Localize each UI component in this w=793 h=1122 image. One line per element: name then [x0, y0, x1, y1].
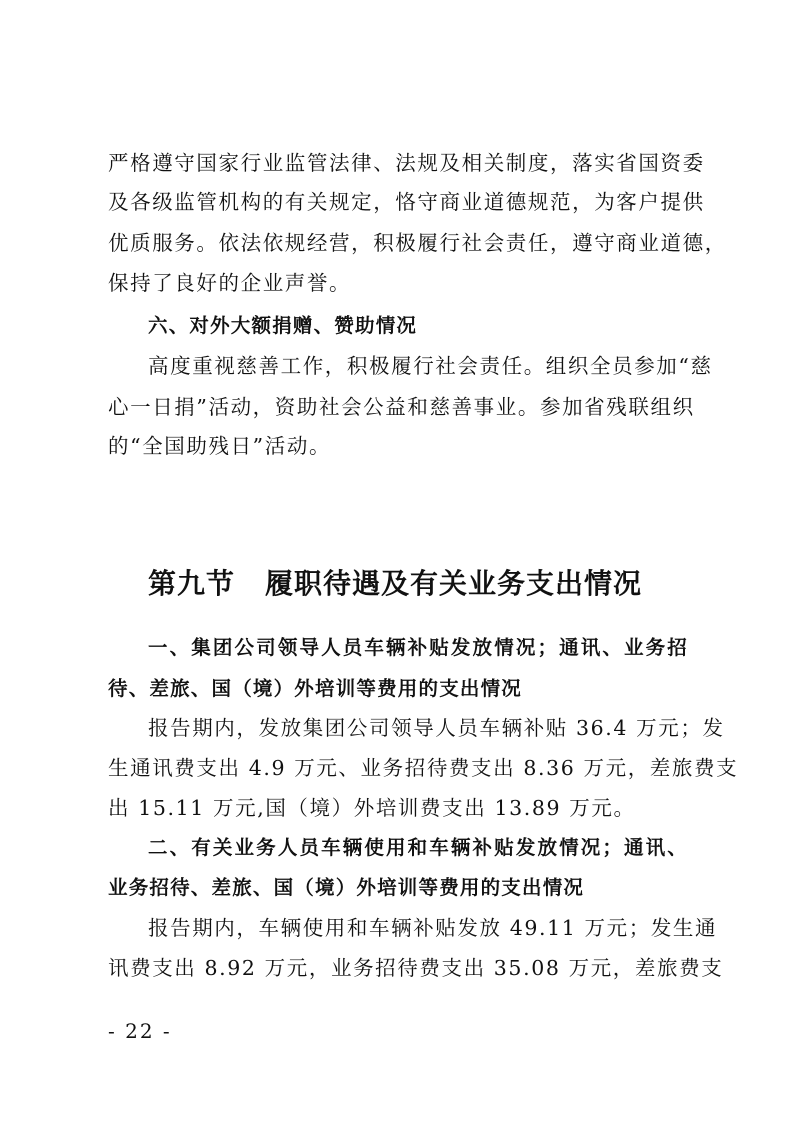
paragraph-2-line-3: 的“全国助残日”活动。 — [108, 434, 332, 458]
paragraph-3-line-3: 出 15.11 万元,国（境）外培训费支出 13.89 万元。 — [108, 796, 636, 820]
paragraph-4-line-2: 讯费支出 8.92 万元，业务招待费支出 35.08 万元，差旅费支 — [108, 956, 724, 980]
paragraph-1-line-3: 优质服务。依法依规经营，积极履行社会责任，遵守商业道德， — [108, 231, 727, 255]
section-number: 第九节 — [148, 567, 236, 600]
section-heading: 履职待遇及有关业务支出情况 — [265, 567, 643, 600]
paragraph-2-line-1: 高度重视慈善工作，积极履行社会责任。组织全员参加“慈 — [148, 354, 713, 378]
paragraph-3-line-2: 生通讯费支出 4.9 万元、业务招待费支出 8.36 万元，差旅费支 — [108, 756, 739, 780]
paragraph-3-line-1: 报告期内，发放集团公司领导人员车辆补贴 36.4 万元；发 — [148, 716, 725, 740]
subheading-1-line-2: 待、差旅、国（境）外培训等费用的支出情况 — [108, 677, 523, 700]
paragraph-1-line-2: 及各级监管机构的有关规定，恪守商业道德规范，为客户提供 — [108, 190, 705, 214]
page-number: - 22 - — [108, 1019, 172, 1043]
paragraph-2-line-2: 心一日捐”活动，资助社会公益和慈善事业。参加省残联组织 — [108, 395, 695, 419]
subheading-2-line-1: 二、有关业务人员车辆使用和车辆补贴发放情况；通讯、 — [148, 836, 688, 859]
section-title — [148, 564, 668, 604]
paragraph-1-line-4: 保持了良好的企业声誉。 — [108, 271, 352, 295]
paragraph-1-line-1: 严格遵守国家行业监管法律、法规及相关制度，落实省国资委 — [108, 151, 705, 175]
subheading-donations: 六、对外大额捐赠、赞助情况 — [148, 314, 418, 337]
paragraph-4-line-1: 报告期内，车辆使用和车辆补贴发放 49.11 万元；发生通 — [148, 916, 718, 940]
subheading-1-line-1: 一、集团公司领导人员车辆补贴发放情况；通讯、业务招 — [148, 636, 688, 659]
subheading-2-line-2: 业务招待、差旅、国（境）外培训等费用的支出情况 — [108, 876, 585, 899]
